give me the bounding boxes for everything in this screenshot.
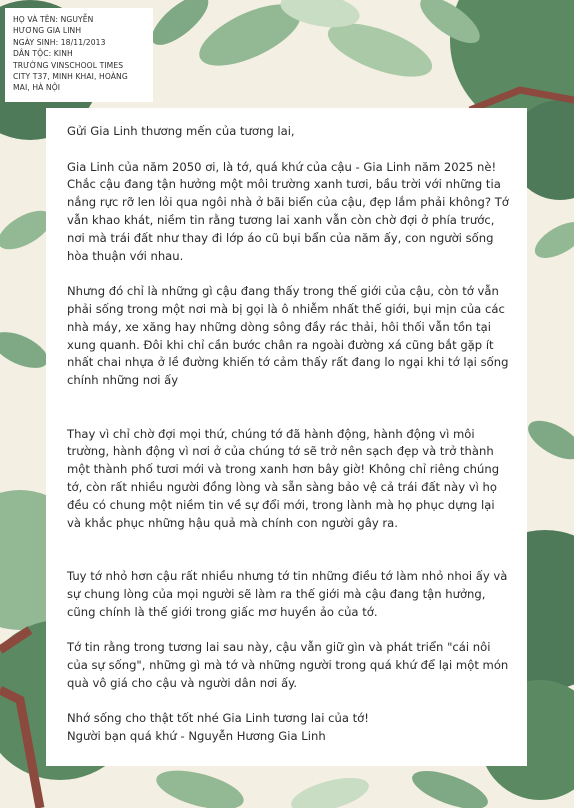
student-school-line-3: MAI, HÀ NỘI: [13, 83, 61, 93]
student-ethnicity: DÂN TỘC: KINH: [13, 49, 73, 59]
letter-paragraph-4: Tuy tớ nhỏ hơn cậu rất nhiều nhưng tớ tin những điều tớ làm nhỏ nhoi ấy và sự chung lòng của mọi người sẽ làm ra thế giới mà cậu đang tận hưởng, cũng chính là thế giới trong giấc mơ huyền ảo của tớ.: [67, 568, 508, 619]
student-name-line-2: HƯƠNG GIA LINH: [13, 26, 82, 36]
letter-paragraph-2: Nhưng đó chỉ là những gì cậu đang thấy trong thế giới của cậu, còn tớ vẫn phải sống trong một nơi mà bị gọi là ô nhiễm nhất thế giới, bụi mịn của các nhà máy, xe xăng hay những dòng sông đầy rác thải, hôi thối vẫn tồn tại xung quanh. Đôi khi chỉ cần bước chân ra ngoài đường xá cũng bắt gặp ít nhất chai nhựa ở lề đường khiến tớ cảm thấy rất đang lo ngại khi tớ lại sống chính những nơi ấy: [67, 284, 509, 388]
student-info-card: [5, 8, 153, 102]
letter-paragraph-1: Gia Linh của năm 2050 ơi, là tớ, quá khứ của cậu - Gia Linh năm 2025 nè! Chắc cậu đang tận hưởng một môi trường xanh tươi, bầu trời với những tia nắng rực rỡ len lỏi qua ngôi nhà ở bãi biển của cậu, đẹp lắm phải không? Tớ vẫn khao khát, niềm tin rằng tương lai xanh vẫn còn chờ đợi ở phía trước, nơi mà trái đất như thay đi lớp áo cũ bụi bẩn của năm ấy, con người sống hòa thuận với nhau.: [67, 159, 509, 263]
letter-paragraph-5: Tớ tin rằng trong tương lai sau này, cậu vẫn giữ gìn và phát triển "cái nôi của sự sống", những gì mà tớ và những người trong quá khứ để lại một món quà vô giá cho cậu và người dân nơi ấy.: [67, 640, 509, 690]
letter-signature: Người bạn quá khứ - Nguyễn Hương Gia Linh: [67, 729, 326, 744]
student-school-line-2: CITY T37, MINH KHAI, HOÀNG: [13, 72, 128, 82]
letter-paragraph-3: Thay vì chỉ chờ đợi mọi thứ, chúng tớ đã hành động, hành động vì môi trường, hành động vì nơi ở của chúng tớ sẽ trở nên sạch đẹp và trở thành một thành phố tươi mới và trong xanh hơn bây giờ! Không chỉ riêng chúng tớ, còn rất nhiều người đồng lòng và sẵn sàng bảo vệ cả trái đất này vì họ đều có chung một niềm tin về sự đổi mới, trong lành mà họ phục dựng lại và khắc phục những hậu quả mà chính con người gây ra.: [67, 426, 500, 530]
student-birthdate: NGÀY SINH: 18/11/2013: [13, 37, 106, 47]
letter-closing: Nhớ sống cho thật tốt nhé Gia Linh tương lai của tớ!: [67, 711, 369, 726]
letter-greeting: Gửi Gia Linh thương mến của tương lai,: [67, 124, 295, 138]
letter-body: [46, 108, 527, 766]
student-school-line-1: TRƯỜNG VINSCHOOL TIMES: [13, 60, 124, 70]
student-name-line-1: HỌ VÀ TÊN: NGUYỄN: [13, 15, 94, 24]
